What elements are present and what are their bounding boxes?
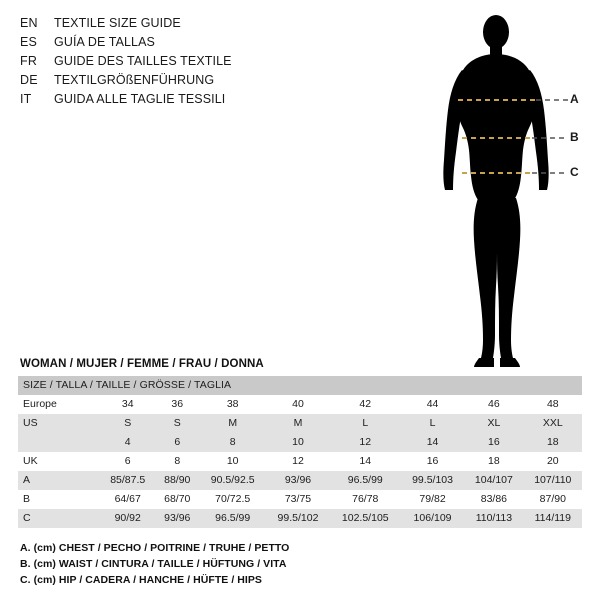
table-row (18, 414, 582, 433)
cell: 12 (266, 452, 329, 471)
cell: 8 (199, 433, 266, 452)
cell: 14 (401, 433, 464, 452)
cell: 64/67 (100, 490, 155, 509)
measurement-legend (20, 540, 440, 588)
cell: XL (464, 414, 523, 433)
cell: 4 (100, 433, 155, 452)
row-label: C (18, 509, 100, 528)
legend-line-c: C. (cm) HIP / CADERA / HANCHE / HÜFTE / HIPS (20, 574, 262, 586)
cell: 14 (330, 452, 401, 471)
female-silhouette-figure (400, 10, 590, 370)
cell: M (199, 414, 266, 433)
cell: 106/109 (401, 509, 464, 528)
language-title: GUÍA DE TALLAS (54, 35, 155, 49)
table-row (18, 471, 582, 490)
cell: 83/86 (464, 490, 523, 509)
cell: 70/72.5 (199, 490, 266, 509)
language-row (20, 92, 320, 111)
silhouette-icon (400, 10, 590, 370)
size-table (18, 376, 582, 528)
cell: L (330, 414, 401, 433)
legend-line-a: A. (cm) CHEST / PECHO / POITRINE / TRUHE / PETTO (20, 542, 290, 554)
cell: 68/70 (155, 490, 199, 509)
cell: 85/87.5 (100, 471, 155, 490)
cell: 90.5/92.5 (199, 471, 266, 490)
marker-label-a: A (570, 92, 579, 106)
cell: 44 (401, 395, 464, 414)
language-row (20, 16, 320, 35)
cell: 93/96 (266, 471, 329, 490)
marker-label-b: B (570, 130, 579, 144)
table-header-row (18, 376, 582, 395)
row-label: US (18, 414, 100, 433)
cell: 76/78 (330, 490, 401, 509)
cell: 110/113 (464, 509, 523, 528)
language-row (20, 73, 320, 92)
language-code: FR (20, 54, 38, 68)
cell: 90/92 (100, 509, 155, 528)
table-row (18, 395, 582, 414)
cell: 79/82 (401, 490, 464, 509)
cell: S (155, 414, 199, 433)
cell: 99.5/102 (266, 509, 329, 528)
cell: L (401, 414, 464, 433)
cell: 107/110 (524, 471, 582, 490)
cell: 96.5/99 (199, 509, 266, 528)
cell: 99.5/103 (401, 471, 464, 490)
cell: 73/75 (266, 490, 329, 509)
cell: 93/96 (155, 509, 199, 528)
table-row (18, 509, 582, 528)
cell: 20 (524, 452, 582, 471)
language-code: IT (20, 92, 32, 106)
cell: 40 (266, 395, 329, 414)
table-row (18, 452, 582, 471)
cell: 102.5/105 (330, 509, 401, 528)
cell: 10 (199, 452, 266, 471)
row-label: B (18, 490, 100, 509)
row-label (18, 433, 100, 452)
cell: 10 (266, 433, 329, 452)
row-label: UK (18, 452, 100, 471)
row-label: A (18, 471, 100, 490)
cell: 18 (464, 452, 523, 471)
language-title: TEXTILGRÖßENFÜHRUNG (54, 73, 215, 87)
cell: 16 (464, 433, 523, 452)
cell: 42 (330, 395, 401, 414)
language-title: GUIDA ALLE TAGLIE TESSILI (54, 92, 226, 106)
language-title-block (20, 16, 320, 111)
table-header-label: SIZE / TALLA / TAILLE / GRÖSSE / TAGLIA (23, 379, 232, 391)
cell: 46 (464, 395, 523, 414)
language-code: EN (20, 16, 38, 30)
cell: XXL (524, 414, 582, 433)
cell: 36 (155, 395, 199, 414)
cell: 18 (524, 433, 582, 452)
language-code: DE (20, 73, 38, 87)
cell: 38 (199, 395, 266, 414)
table-row (18, 490, 582, 509)
cell: 88/90 (155, 471, 199, 490)
language-title: GUIDE DES TAILLES TEXTILE (54, 54, 232, 68)
cell: 12 (330, 433, 401, 452)
cell: 114/119 (524, 509, 582, 528)
cell: S (100, 414, 155, 433)
cell: 96.5/99 (330, 471, 401, 490)
language-row (20, 54, 320, 73)
cell: 6 (155, 433, 199, 452)
cell: 34 (100, 395, 155, 414)
cell: 8 (155, 452, 199, 471)
legend-line-b: B. (cm) WAIST / CINTURA / TAILLE / HÜFTUNG / VITA (20, 558, 287, 570)
row-label: Europe (18, 395, 100, 414)
language-title: TEXTILE SIZE GUIDE (54, 16, 181, 30)
cell: 6 (100, 452, 155, 471)
cell: 87/90 (524, 490, 582, 509)
size-table-area (18, 358, 582, 528)
table-group-label: WOMAN / MUJER / FEMME / FRAU / DONNA (20, 358, 264, 370)
language-code: ES (20, 35, 38, 49)
cell: M (266, 414, 329, 433)
table-row (18, 433, 582, 452)
language-row (20, 35, 320, 54)
cell: 16 (401, 452, 464, 471)
cell: 48 (524, 395, 582, 414)
cell: 104/107 (464, 471, 523, 490)
marker-label-c: C (570, 165, 579, 179)
